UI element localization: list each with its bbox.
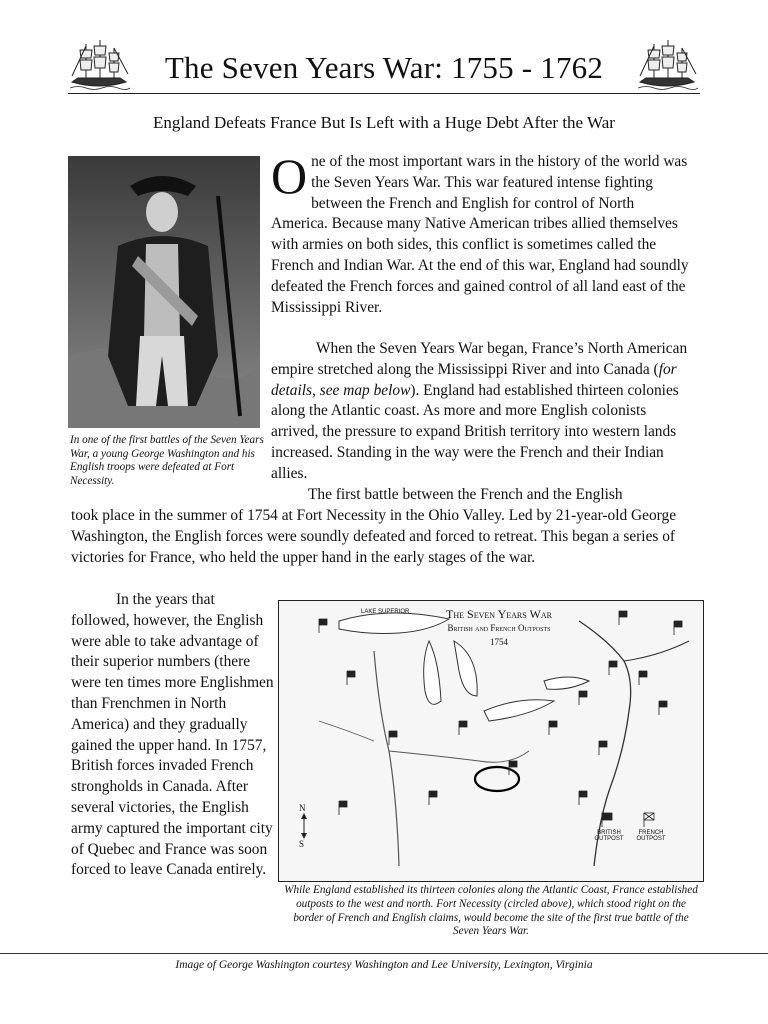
- article-paragraph-3-start: The first battle between the French and the English: [308, 486, 623, 503]
- para2-italic-note: for details, see map below: [271, 360, 677, 399]
- article-paragraph-4: In the years that followed, however, the English were able to take advantage of their superior numbers (there were ten times more Englishmen than Frenchmen in North America) and they gradually gained the upper hand. In 1757, British forces invaded French strongholds in Canada. After several victories, the English army captured the important city of Quebec and France was soon forced to leave Canada entirely.: [71, 591, 274, 879]
- portrait-caption: In one of the first battles of the Seven Years War, a young George Washington and his English troops were defeated at Fort Necessity.: [70, 434, 264, 487]
- page-subtitle: England Defeats France But Is Left with a Huge Debt After the War: [153, 113, 615, 132]
- map-year: 1754: [490, 637, 508, 647]
- drop-cap: O: [271, 148, 308, 204]
- compass-south: S: [299, 839, 305, 849]
- article-paragraph-3-rest: took place in the summer of 1754 at Fort Necessity in the Ohio Valley. Led by 21-year-old George Washington, the English forces were soundly defeated and forced to retreat. This began a series of victories for France, who held the upper hand in the early stages of the war.: [71, 507, 677, 566]
- legend-british-outpost: BRITISH OUTPOST: [594, 830, 624, 842]
- map-subtitle: British and French Outposts: [447, 623, 551, 633]
- legend-french-outpost: FRENCH OUTPOST: [636, 830, 666, 842]
- page-title: The Seven Years War: 1755 - 1762: [164, 50, 604, 85]
- washington-portrait: [68, 156, 260, 428]
- footer-divider: [0, 953, 768, 954]
- article-intro-paragraph: [271, 148, 691, 318]
- article-paragraph-2: [271, 339, 691, 485]
- title-divider: [68, 93, 700, 94]
- intro-text: ne of the most important wars in the history of the world was the Seven Years War. This war featured intense fighting between the French and English for control of North America. Because many Native American tribes allied themselves with armies on both sides, this conflict is sometimes called the French and Indian War. At the end of this war, England had soundly defeated the French forces and gained control of all land east of the Mississippi River.: [271, 153, 689, 316]
- image-credit: Image of George Washington courtesy Washington and Lee University, Lexington, Virginia: [175, 959, 593, 971]
- outposts-map: [278, 600, 704, 882]
- compass-north: N: [299, 803, 306, 813]
- para2-text-before: When the Seven Years War began, France’s North American empire stretched along the Mississippi River and into Canada (: [271, 340, 688, 378]
- lake-superior-label: LAKE SUPERIOR: [361, 609, 410, 615]
- para2-text-after: ). England had established thirteen colonies along the Atlantic coast. As more and more English colonists arrived, the pressure to expand British territory into western lands increased. Standing in the way were the French and their Indian allies.: [271, 381, 679, 482]
- map-caption: While England established its thirteen colonies along the Atlantic Coast, France established outposts to the west and north. Fort Necessity (circled above), which stood right on the border of French and English claims, would become the site of the first true battle of the Seven Years War.: [284, 884, 698, 938]
- map-title: The Seven Years War: [446, 607, 552, 621]
